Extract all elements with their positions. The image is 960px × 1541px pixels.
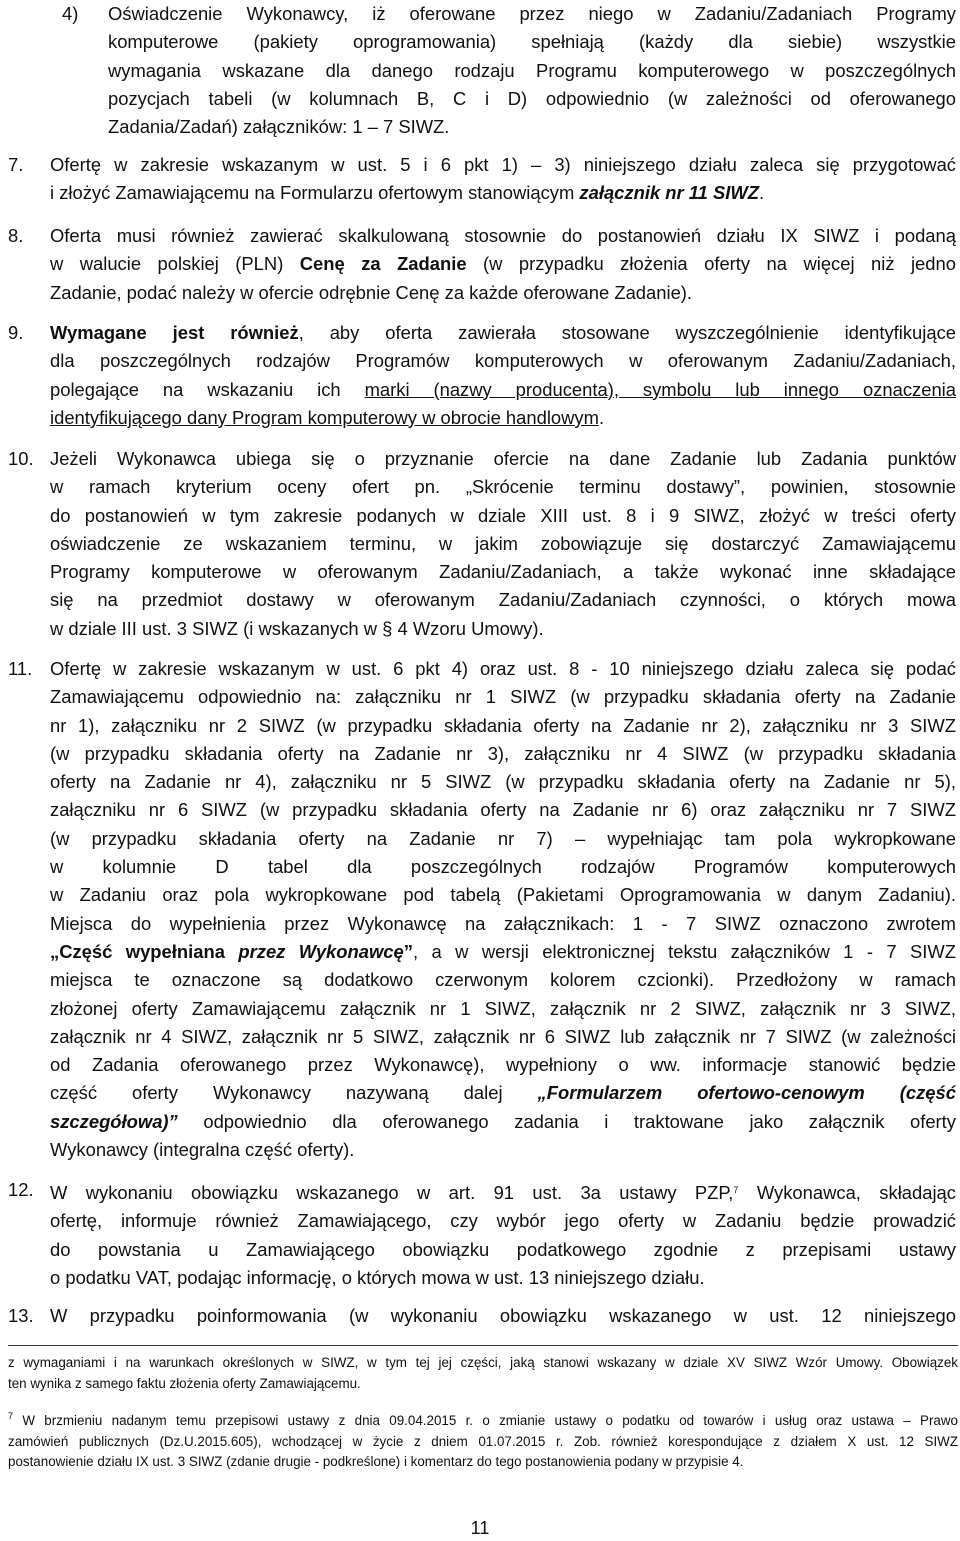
emphasis: „Część wypełniana bbox=[50, 940, 225, 962]
text-line: Oświadczenie Wykonawcy, iż oferowane przez niego w Zadaniu/Zadaniach Programy bbox=[108, 3, 956, 24]
text-line: Miejsca do wypełnienia przez Wykonawcę na załącznikach: 1 - 7 SIWZ oznaczono zwrotem bbox=[50, 912, 956, 934]
text-line: szczegółowa)” odpowiednio dla oferowanego zadania i traktowane jako załącznik oferty bbox=[50, 1110, 956, 1132]
text-line: W wykonaniu obowiązku wskazanego w art. 91 ust. 3a ustawy PZP,$^7$ Wykonawca, składając bbox=[50, 1182, 956, 1203]
footnote-line: z wymaganiami i na warunkach określonych w SIWZ, w tym tej jej części, jaką stanowi wskazany w dziale XV SIWZ Wzór Umowy. Obowiązek bbox=[8, 1355, 958, 1370]
list-item bbox=[8, 222, 956, 307]
list-item bbox=[8, 445, 956, 643]
footnote-line: postanowienie działu IX ust. 3 SIWZ (zdanie drugie - podkreślone) i komentarz do tego postanowienia podany w przypisie 4. bbox=[8, 1454, 744, 1469]
underlined-text: identyfikującego dany Program komputerowy w obrocie handlowym bbox=[50, 406, 599, 428]
text-line: do powstania u Zamawiającego obowiązku podatkowego zgodnie z przepisami ustawy bbox=[50, 1238, 956, 1260]
text-line: pozycjach tabeli (w kolumnach B, C i D) odpowiednio (w zależności od oferowanego bbox=[108, 87, 956, 109]
text-line: polegające na wskazaniu ich marki (nazwy producenta), symbolu lub innego oznaczenia bbox=[50, 378, 956, 400]
emphasis: Wymagane jest również bbox=[50, 322, 299, 343]
footnote-reference[interactable]: 7 bbox=[733, 1185, 739, 1195]
emphasis: „Formularzem ofertowo-cenowym (część bbox=[537, 1082, 956, 1104]
item-number: 10. bbox=[8, 448, 34, 469]
list-item bbox=[62, 0, 956, 141]
page-number: 11 bbox=[470, 1518, 490, 1538]
text-line: miejsca te oznaczone są dodatkowo czerwonym kolorem czcionki). Przedłożony w ramach bbox=[50, 969, 956, 991]
text-line: w walucie polskiej (PLN) Cenę za Zadanie (w przypadku złożenia oferty na więcej niż jedno bbox=[50, 253, 956, 275]
text-line: część oferty Wykonawcy nazywaną dalej „Formularzem ofertowo-cenowym (część bbox=[50, 1082, 956, 1104]
footnote-line: zamówień publicznych (Dz.U.2015.605), wchodzącej w życie z dniem 01.07.2015 r. Zob. również korespondujące z działem X ust. 12 SIWZ bbox=[8, 1433, 958, 1449]
text-line: od Zadania oferowanego przez Wykonawcę), wypełniony o ww. informacje stanowić będzie bbox=[50, 1054, 956, 1076]
list-item bbox=[8, 655, 956, 1164]
text-line: i złożyć Zamawiającemu na Formularzu ofertowym stanowiącym załącznik nr 11 SIWZ. bbox=[50, 182, 765, 204]
text-line: Jeżeli Wykonawca ubiega się o przyznanie ofercie na dane Zadanie lub Zadania punktów bbox=[50, 448, 956, 469]
text-line: Programy komputerowe w oferowanym Zadaniu/Zadaniach, a także wykonać inne składające bbox=[50, 561, 956, 583]
text-line: ofertę, informuje również Zamawiającego, czy wybór jego oferty w Zadaniu będzie prowadzić bbox=[50, 1210, 956, 1232]
text-line: załącznik nr 4 SIWZ, załącznik nr 5 SIWZ, załącznik nr 6 SIWZ lub załącznik nr 7 SIWZ (w zależności bbox=[50, 1025, 956, 1047]
emphasis: Cenę za Zadanie bbox=[299, 253, 467, 275]
text-line: Zadanie, podać należy w ofercie odrębnie Cenę za każde oferowane Zadanie). bbox=[50, 281, 693, 303]
item-number: 11. bbox=[8, 658, 33, 679]
footnote-line: ten wynika z samego faktu złożenia oferty Zamawiającemu. bbox=[8, 1375, 361, 1391]
list-item bbox=[8, 1176, 956, 1292]
text-line: w kolumnie D tabel dla poszczególnych rodzajów Programów komputerowych bbox=[50, 856, 956, 878]
text-line: Wykonawcy (integralna część oferty). bbox=[50, 1139, 355, 1161]
text-line: w Zadaniu oraz pola wykropkowane pod tabelą (Pakietami Oprogramowania w danym Zadaniu). bbox=[50, 884, 956, 906]
text-line: dla poszczególnych rodzajów Programów komputerowych w oferowanym Zadaniu/Zadaniach, bbox=[50, 350, 956, 372]
item-number: 8. bbox=[8, 225, 24, 246]
text-line: o podatku VAT, podając informację, o których mowa w ust. 13 niniejszego działu. bbox=[50, 1266, 705, 1288]
text-line: komputerowe (pakiety oprogramowania) spełniają (każdy dla siebie) wszystkie bbox=[108, 31, 956, 53]
footnote-separator bbox=[8, 1345, 958, 1346]
text-line: (w przypadku składania oferty na Zadanie nr 7) – wypełniając tam pola wykropkowane bbox=[50, 827, 956, 849]
text-line: w dziale III ust. 3 SIWZ (i wskazanych w § 4 Wzoru Umowy). bbox=[50, 617, 544, 639]
text-line: Zamawiającemu odpowiednio na: załączniku nr 1 SIWZ (w przypadku składania oferty na Zadanie bbox=[50, 686, 956, 708]
list-item bbox=[8, 151, 956, 208]
emphasis: szczegółowa)” bbox=[50, 1110, 178, 1132]
footnote-mark: 7 bbox=[8, 1411, 14, 1421]
text-line: W przypadku poinformowania (w wykonaniu obowiązku wskazanego w ust. 12 niniejszego bbox=[50, 1305, 956, 1326]
text-line: Ofertę w zakresie wskazanym w ust. 6 pkt 4) oraz ust. 8 - 10 niniejszego działu zaleca się podać bbox=[50, 658, 956, 679]
item-number: 12. bbox=[8, 1179, 34, 1200]
text-line: się na przedmiot dostawy w oferowanym Zadaniu/Zadaniach czynności, o których mowa bbox=[50, 589, 956, 611]
footnote-continuation bbox=[8, 1353, 958, 1394]
text-line: „Część wypełniana przez Wykonawcę”, a w wersji elektronicznej tekstu załączników 1 - 7 SIWZ bbox=[50, 940, 956, 962]
text-line: nr 1), załączniku nr 2 SIWZ (w przypadku składania oferty na Zadanie nr 2), załączniku nr 3 SIWZ bbox=[50, 714, 956, 736]
text-line: załączniku nr 6 SIWZ (w przypadku składania oferty na Zadanie nr 6) oraz załączniku nr 7 SIWZ bbox=[50, 799, 956, 821]
item-number: 7. bbox=[8, 154, 24, 175]
text-line: oświadczenie ze wskazaniem terminu, w jakim zobowiązuje się dostarczyć Zamawiającemu bbox=[50, 532, 956, 554]
text-line: złożonej oferty Zamawiającemu załącznik nr 1 SIWZ, załącznik nr 2 SIWZ, załącznik nr 3 SIWZ, bbox=[50, 997, 956, 1019]
text-line: Wymagane jest również, aby oferta zawierała stosowane wyszczególnienie identyfikujące bbox=[50, 322, 956, 343]
item-number: 13. bbox=[8, 1305, 34, 1326]
item-number: 4) bbox=[62, 3, 79, 24]
text-line: Oferta musi również zawierać skalkulowaną stosownie do postanowień działu IX SIWZ i podaną bbox=[50, 225, 956, 246]
text-line: identyfikującego dany Program komputerowy w obrocie handlowym. bbox=[50, 406, 605, 428]
text-line: wymagania wskazane dla danego rodzaju Programu komputerowego w poszczególnych bbox=[108, 59, 956, 81]
text-line: Zadania/Zadań) załączników: 1 – 7 SIWZ. bbox=[108, 116, 450, 138]
emphasis: załącznik nr 11 SIWZ bbox=[579, 182, 759, 204]
text-line: oferty na Zadanie nr 4), załączniku nr 5 SIWZ (w przypadku składania oferty na Zadanie nr 5), bbox=[50, 771, 956, 793]
underlined-text: marki (nazwy producenta), symbolu lub innego oznaczenia bbox=[364, 378, 956, 400]
item-number: 9. bbox=[8, 322, 24, 343]
footnote-line: $^7$ W brzmieniu nadanym temu przepisowi ustawy z dnia 09.04.2015 r. o zmianie ustawy o podatku od towarów i usług oraz ustawa – Prawo bbox=[8, 1411, 958, 1428]
text-line: do postanowień w tym zakresie podanych w dziale XIII ust. 8 i 9 SIWZ, złożyć w treści oferty bbox=[50, 504, 956, 526]
footnote-7 bbox=[8, 1406, 958, 1473]
emphasis: przez Wykonawcę bbox=[238, 940, 404, 962]
text-line: Ofertę w zakresie wskazanym w ust. 5 i 6 pkt 1) – 3) niniejszego działu zaleca się przygotować bbox=[50, 154, 956, 175]
list-item bbox=[8, 319, 956, 432]
list-item bbox=[8, 1302, 956, 1330]
text-line: (w przypadku składania oferty na Zadanie nr 3), załączniku nr 4 SIWZ (w przypadku składania bbox=[50, 742, 956, 764]
text-line: w ramach kryterium oceny ofert pn. „Skrócenie terminu dostawy”, powinien, stosownie bbox=[50, 476, 956, 498]
